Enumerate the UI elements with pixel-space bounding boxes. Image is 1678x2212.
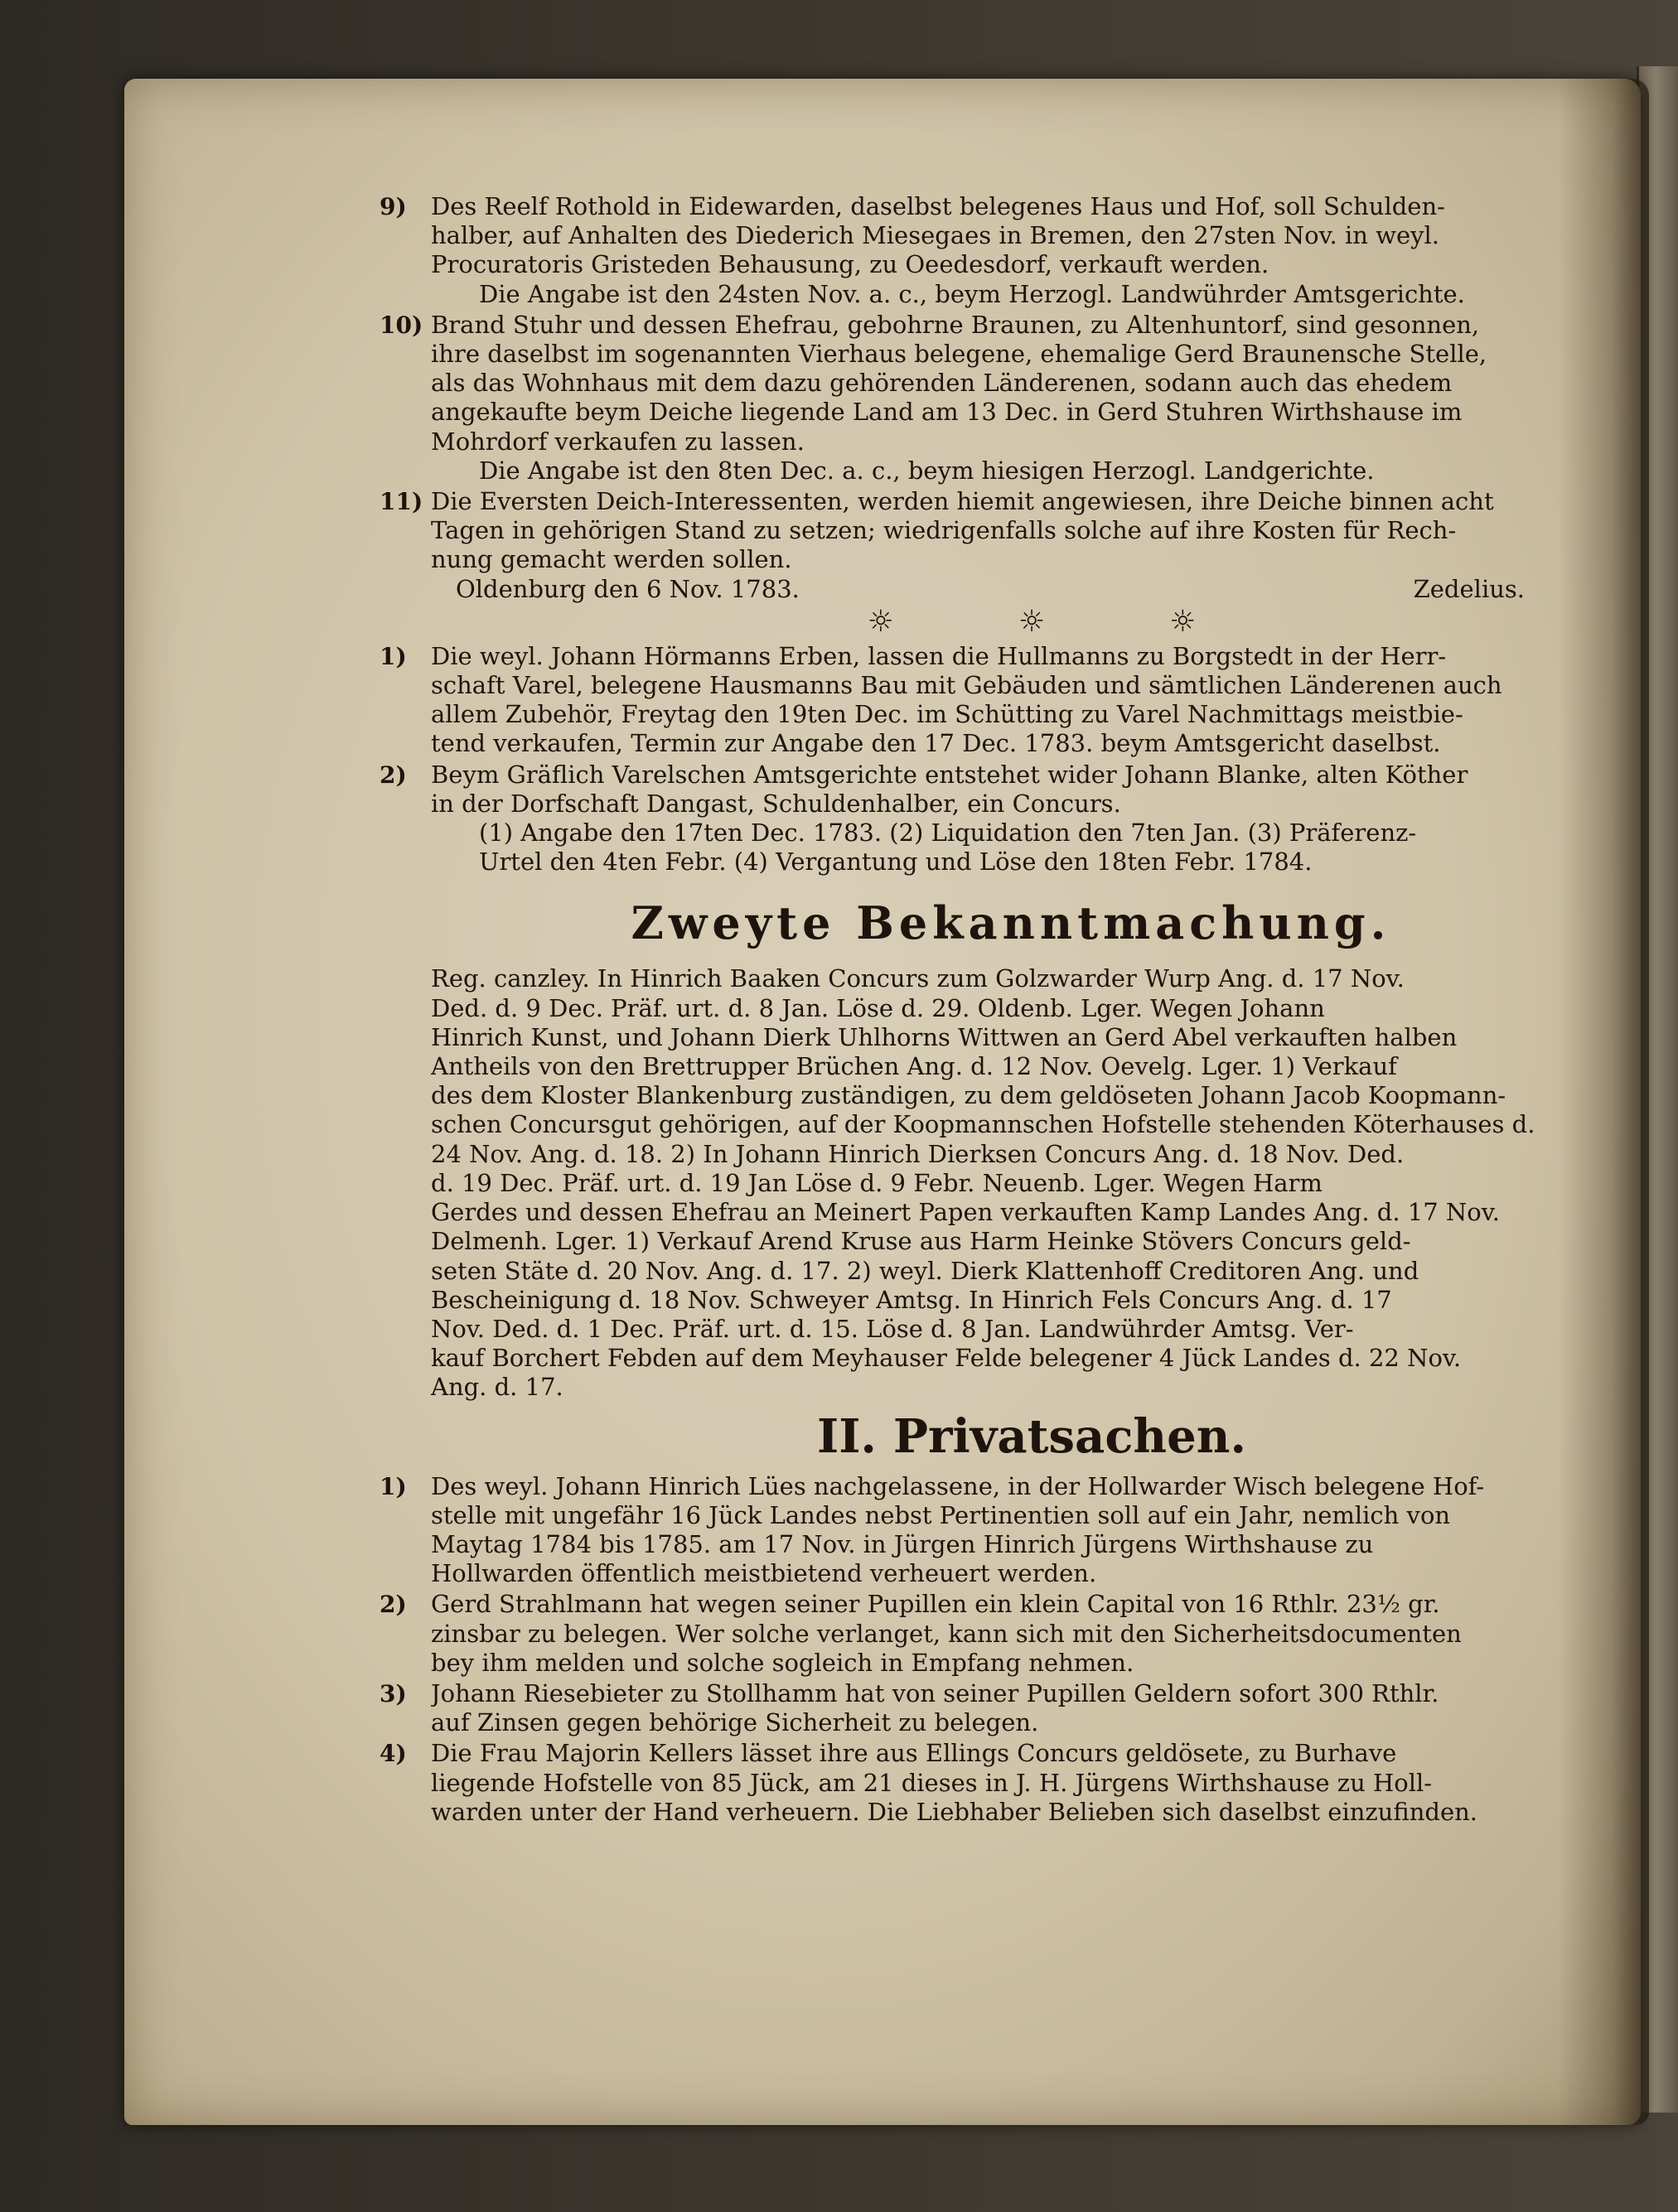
text-line: Mohrdorf verkaufen zu lassen.	[431, 427, 805, 456]
signature-line	[431, 575, 1583, 604]
text-line: Nov. Ded. d. 1 Dec. Präf. urt. d. 15. Löse d. 8 Jan. Landwührder Amtsg. Ver-	[431, 1314, 1354, 1343]
text-line: Gerdes und dessen Ehefrau an Meinert Papen verkauften Kamp Landes Ang. d. 17 Nov.	[431, 1198, 1500, 1227]
heading-text: Zweyte Bekanntmachung.	[631, 896, 1391, 950]
entry-number: 3)	[380, 1679, 407, 1707]
text-line: zinsbar zu belegen. Wer solche verlanget, kann sich mit den Sicherheitsdocumenten	[431, 1619, 1462, 1648]
text-line: allem Zubehör, Freytag den 19ten Dec. im Schütting zu Varel Nachmittags meistbie-	[431, 700, 1463, 729]
entry-number: 1)	[380, 1472, 407, 1500]
varel-entry-1	[380, 641, 1583, 759]
sun-ornament-icon: ☼	[1169, 604, 1197, 639]
text-line: Antheils von den Brettrupper Brüchen Ang. d. 12 Nov. Oevelg. Lger. 1) Verkauf	[431, 1052, 1397, 1081]
section-heading-private	[481, 1409, 1583, 1464]
notice-entry-10	[380, 310, 1583, 485]
text-line: bey ihm melden und solche sogleich in Empfang nehmen.	[431, 1648, 1134, 1677]
text-line: Hollwarden öffentlich meistbietend verheuert werden.	[431, 1559, 1097, 1588]
text-line: in der Dorfschaft Dangast, Schuldenhalber, ein Concurs.	[431, 789, 1121, 818]
entry-number: 11)	[380, 488, 423, 516]
signature-name: Zedelius.	[1413, 574, 1525, 603]
sun-ornament-icon: ☼	[1018, 604, 1046, 639]
text-line: schaft Varel, belegene Hausmanns Bau mit Gebäuden und sämtlichen Länderenen auch	[431, 671, 1502, 700]
text-line: 24 Nov. Ang. d. 18. 2) In Johann Hinrich Dierksen Concurs Ang. d. 18 Nov. Ded.	[431, 1139, 1405, 1168]
text-line: Die weyl. Johann Hörmanns Erben, lassen die Hullmanns zu Borgstedt in der Herr-	[431, 641, 1447, 670]
entry-number: 1)	[380, 642, 407, 670]
text-line: Des weyl. Johann Hinrich Lües nachgelassene, in der Hollwarder Wisch belegene Hof-	[431, 1471, 1485, 1500]
text-line: Des Reelf Rothold in Eidewarden, daselbst belegenes Haus und Hof, soll Schulden-	[431, 192, 1445, 220]
text-line: Gerd Strahlmann hat wegen seiner Pupillen ein klein Capital von 16 Rthlr. 23½ gr.	[431, 1590, 1440, 1619]
notice-entry-11	[380, 487, 1583, 575]
varel-entry-2	[380, 760, 1583, 877]
text-line: Die Angabe ist den 8ten Dec. a. c., beym hiesigen Herzogl. Landgerichte.	[479, 456, 1375, 485]
text-line: Hinrich Kunst, und Johann Dierk Uhlhorns Wittwen an Gerd Abel verkauften halben	[431, 1022, 1458, 1051]
text-line: des dem Kloster Blankenburg zuständigen, zu dem geldöseten Johann Jacob Koopmann-	[431, 1081, 1506, 1110]
text-line: schen Concursgut gehörigen, auf der Koopmannschen Hofstelle stehenden Köterhauses d.	[431, 1110, 1535, 1139]
private-entry-1	[380, 1471, 1583, 1589]
entry-number: 2)	[380, 1591, 407, 1619]
text-line: Ded. d. 9 Dec. Präf. urt. d. 8 Jan. Löse d. 29. Oldenb. Lger. Wegen Johann	[431, 993, 1325, 1022]
text-line: stelle mit ungefähr 16 Jück Landes nebst Pertinentien soll auf ein Jahr, nemlich von	[431, 1500, 1451, 1529]
text-line: d. 19 Dec. Präf. urt. d. 19 Jan Löse d. 9 Febr. Neuenb. Lger. Wegen Harm	[431, 1168, 1323, 1197]
text-line: seten Stäte d. 20 Nov. Ang. d. 17. 2) weyl. Dierk Klattenhoff Creditoren Ang. und	[431, 1256, 1419, 1285]
section-title: Privatsachen.	[892, 1408, 1246, 1464]
text-line: Tagen in gehörigen Stand zu setzen; wiedrigenfalls solche auf ihre Kosten für Rech-	[431, 516, 1457, 545]
text-line: halber, auf Anhalten des Diederich Miesegaes in Bremen, den 27sten Nov. in weyl.	[431, 221, 1440, 250]
second-announcement-heading	[431, 896, 1583, 951]
text-line: Die Frau Majorin Kellers lässet ihre aus Ellings Concurs geldösete, zu Burhave	[431, 1739, 1397, 1768]
page-text	[380, 191, 1583, 1827]
signature-place-date: Oldenburg den 6 Nov. 1783.	[456, 574, 800, 603]
text-line: Die Angabe ist den 24sten Nov. a. c., beym Herzogl. Landwührder Amtsgerichte.	[479, 279, 1465, 308]
text-line: Beym Gräflich Varelschen Amtsgerichte entstehet wider Johann Blanke, alten Köther	[431, 760, 1468, 789]
entry-number: 9)	[380, 193, 407, 220]
text-line: ihre daselbst im sogenannten Vierhaus belegene, ehemalige Gerd Braunensche Stelle,	[431, 340, 1487, 369]
text-line: liegende Hofstelle von 85 Jück, am 21 dieses in J. H. Jürgens Wirthshause zu Holl-	[431, 1768, 1433, 1797]
entry-number: 4)	[380, 1740, 407, 1768]
text-line: Procuratoris Gristeden Behausung, zu Oeedesdorf, verkauft werden.	[431, 250, 1269, 279]
text-line: nung gemacht werden sollen.	[431, 545, 792, 574]
second-announcement-body	[431, 964, 1583, 1402]
text-line: als das Wohnhaus mit dem dazu gehörenden Länderenen, sodann auch das ehedem	[431, 369, 1453, 398]
text-line: Johann Riesebieter zu Stollhamm hat von seiner Pupillen Geldern sofort 300 Rthlr.	[431, 1678, 1439, 1707]
text-line: (1) Angabe den 17ten Dec. 1783. (2) Liquidation den 7ten Jan. (3) Präferenz-	[479, 819, 1417, 848]
notice-entry-9	[380, 192, 1583, 309]
text-line: Delmenh. Lger. 1) Verkauf Arend Kruse aus Harm Heinke Stövers Concurs geld-	[431, 1227, 1411, 1256]
ornament-divider	[481, 606, 1583, 639]
text-line: Die Eversten Deich-Interessenten, werden hiemit angewiesen, ihre Deiche binnen acht	[431, 487, 1494, 516]
text-line: Reg. canzley. In Hinrich Baaken Concurs zum Golzwarder Wurp Ang. d. 17 Nov.	[431, 964, 1405, 993]
text-line: Maytag 1784 bis 1785. am 17 Nov. in Jürgen Hinrich Jürgens Wirthshause zu	[431, 1529, 1374, 1558]
text-line: Ang. d. 17.	[431, 1373, 563, 1402]
sun-ornament-icon: ☼	[867, 604, 894, 639]
text-line: Bescheinigung d. 18 Nov. Schweyer Amtsg. In Hinrich Fels Concurs Ang. d. 17	[431, 1285, 1392, 1314]
text-line: auf Zinsen gegen behörige Sicherheit zu belegen.	[431, 1708, 1039, 1737]
private-entry-2	[380, 1590, 1583, 1678]
entry-number: 2)	[380, 761, 407, 789]
text-line: Urtel den 4ten Febr. (4) Vergantung und Löse den 18ten Febr. 1784.	[479, 848, 1313, 877]
text-line: tend verkaufen, Termin zur Angabe den 17 Dec. 1783. beym Amtsgericht daselbst.	[431, 729, 1441, 758]
text-line: kauf Borchert Febden auf dem Meyhauser Felde belegener 4 Jück Landes d. 22 Nov.	[431, 1344, 1462, 1373]
text-line: angekaufte beym Deiche liegende Land am 13 Dec. in Gerd Stuhren Wirthshause im	[431, 398, 1463, 427]
text-line: Brand Stuhr und dessen Ehefrau, gebohrne Braunen, zu Altenhuntorf, sind gesonnen,	[431, 310, 1480, 339]
section-number: II.	[817, 1408, 877, 1464]
private-entry-4	[380, 1739, 1583, 1827]
private-entry-3	[380, 1678, 1583, 1737]
entry-number: 10)	[380, 311, 423, 339]
text-line: warden unter der Hand verheuern. Die Liebhaber Belieben sich daselbst einzufinden.	[431, 1797, 1478, 1826]
